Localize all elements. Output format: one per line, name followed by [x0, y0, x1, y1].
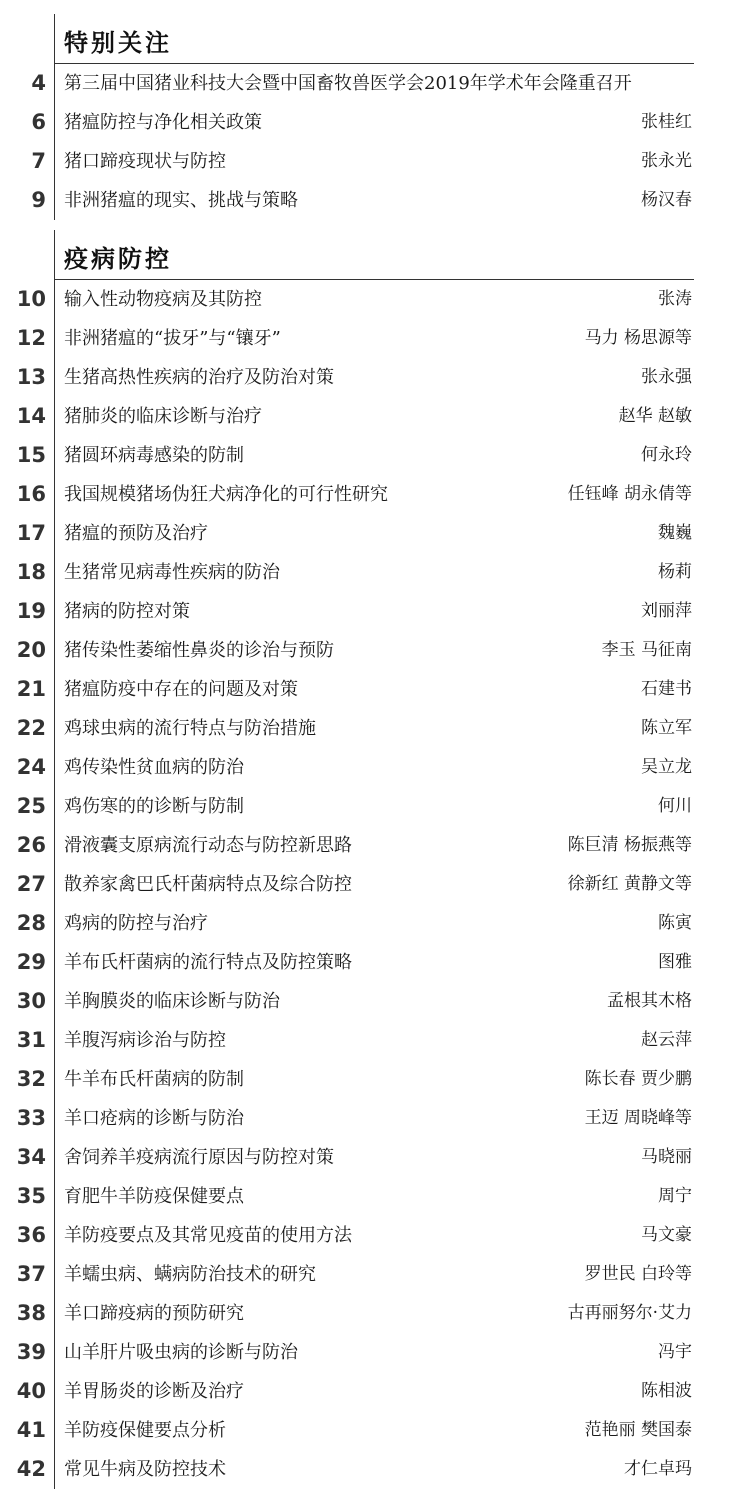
page-number: 14 [16, 404, 46, 428]
page-number: 37 [16, 1262, 46, 1286]
toc-entry[interactable] [0, 280, 732, 319]
article-title[interactable]: 羊胸膜炎的临床诊断与防治 [64, 991, 280, 1012]
article-author: 李玉 马征南 [601, 640, 692, 660]
page-number: 25 [16, 794, 46, 818]
toc-entry[interactable] [0, 592, 732, 631]
article-title[interactable]: 羊防疫保健要点分析 [64, 1420, 226, 1441]
article-title[interactable]: 非洲猪瘟的“拔牙”与“镶牙” [64, 328, 281, 349]
page-number: 13 [16, 365, 46, 389]
vertical-rule [54, 1372, 55, 1411]
toc-entry[interactable] [0, 1255, 732, 1294]
toc-entry[interactable] [0, 1216, 732, 1255]
article-title[interactable]: 鸡伤寒的的诊断与防制 [64, 796, 244, 817]
article-title[interactable]: 猪瘟防疫中存在的问题及对策 [64, 679, 298, 700]
toc-entry[interactable] [0, 943, 732, 982]
vertical-rule [54, 1333, 55, 1372]
article-title[interactable]: 鸡传染性贫血病的防治 [64, 757, 244, 778]
article-title[interactable]: 生猪常见病毒性疾病的防治 [64, 562, 280, 583]
article-author: 赵云萍 [641, 1030, 692, 1050]
toc-entry[interactable] [0, 1099, 732, 1138]
page-number: 26 [16, 833, 46, 857]
page-number: 15 [16, 443, 46, 467]
vertical-rule [54, 280, 55, 319]
vertical-rule [54, 943, 55, 982]
article-title[interactable]: 羊防疫要点及其常见疫苗的使用方法 [64, 1225, 352, 1246]
page-number: 42 [16, 1457, 46, 1481]
article-title[interactable]: 第三届中国猪业科技大会暨中国畜牧兽医学会2019年学术年会隆重召开 [64, 73, 632, 94]
section-title: 特别关注 [64, 29, 172, 57]
page-number: 31 [16, 1028, 46, 1052]
article-author: 陈相波 [641, 1381, 692, 1401]
page-number: 6 [31, 110, 46, 134]
article-author: 赵华 赵敏 [618, 406, 692, 426]
toc-entry[interactable] [0, 1138, 732, 1177]
article-title[interactable]: 输入性动物疫病及其防控 [64, 289, 262, 310]
article-title[interactable]: 常见牛病及防控技术 [64, 1459, 226, 1480]
section-header [0, 14, 732, 64]
vertical-rule [54, 1099, 55, 1138]
toc-entry[interactable] [0, 826, 732, 865]
page-number: 35 [16, 1184, 46, 1208]
toc-entry[interactable] [0, 103, 732, 142]
vertical-rule [54, 670, 55, 709]
article-author: 图雅 [658, 952, 692, 972]
page-number: 36 [16, 1223, 46, 1247]
article-title[interactable]: 我国规模猪场伪狂犬病净化的可行性研究 [64, 484, 388, 505]
toc-entry[interactable] [0, 475, 732, 514]
section-header [0, 230, 732, 280]
vertical-rule [54, 865, 55, 904]
article-author: 魏巍 [658, 523, 692, 543]
article-title[interactable]: 猪圆环病毒感染的防制 [64, 445, 244, 466]
vertical-rule [54, 1138, 55, 1177]
page-number: 9 [31, 188, 46, 212]
page-number: 41 [16, 1418, 46, 1442]
article-author: 何川 [658, 796, 692, 816]
article-author: 吴立龙 [641, 757, 692, 777]
page-number: 4 [31, 71, 46, 95]
page-number: 7 [31, 149, 46, 173]
page-number: 34 [16, 1145, 46, 1169]
page-number: 10 [16, 287, 46, 311]
vertical-rule [54, 358, 55, 397]
article-author: 陈寅 [658, 913, 692, 933]
article-author: 张永光 [641, 151, 692, 171]
page-number: 39 [16, 1340, 46, 1364]
article-author: 罗世民 白玲等 [584, 1264, 692, 1284]
article-author: 何永玲 [641, 445, 692, 465]
section-special-focus [0, 14, 732, 220]
vertical-rule [54, 904, 55, 943]
vertical-rule [54, 103, 55, 142]
page-number: 20 [16, 638, 46, 662]
article-title[interactable]: 羊胃肠炎的诊断及治疗 [64, 1381, 244, 1402]
article-author: 冯宇 [658, 1342, 692, 1362]
vertical-rule [54, 631, 55, 670]
page-number: 22 [16, 716, 46, 740]
page-number: 40 [16, 1379, 46, 1403]
toc-entry[interactable] [0, 181, 732, 220]
vertical-rule [54, 787, 55, 826]
article-title[interactable]: 生猪高热性疾病的治疗及防治对策 [64, 367, 334, 388]
page-number: 38 [16, 1301, 46, 1325]
article-title[interactable]: 鸡球虫病的流行特点与防治措施 [64, 718, 316, 739]
vertical-rule [54, 397, 55, 436]
article-author: 徐新红 黄静文等 [567, 874, 692, 894]
toc-entry[interactable] [0, 1060, 732, 1099]
article-author: 刘丽萍 [641, 601, 692, 621]
toc-entry[interactable] [0, 1372, 732, 1411]
article-author: 张桂红 [641, 112, 692, 132]
vertical-rule [54, 553, 55, 592]
entry-list [0, 64, 732, 220]
toc-entry[interactable] [0, 1333, 732, 1372]
article-title[interactable]: 猪病的防控对策 [64, 601, 190, 622]
toc-entry[interactable] [0, 748, 732, 787]
page-number: 16 [16, 482, 46, 506]
article-author: 陈巨清 杨振燕等 [567, 835, 692, 855]
article-author: 杨莉 [658, 562, 692, 582]
page-number: 17 [16, 521, 46, 545]
toc-entry[interactable] [0, 865, 732, 904]
vertical-rule [54, 826, 55, 865]
article-author: 马晓丽 [641, 1147, 692, 1167]
article-title[interactable]: 猪瘟防控与净化相关政策 [64, 112, 262, 133]
article-author: 古再丽努尔·艾力 [567, 1303, 692, 1323]
vertical-rule [54, 1294, 55, 1333]
toc-entry[interactable] [0, 1294, 732, 1333]
article-author: 才仁卓玛 [624, 1459, 692, 1479]
page-number: 32 [16, 1067, 46, 1091]
section-disease-control [0, 230, 732, 1489]
article-title[interactable]: 猪口蹄疫现状与防控 [64, 151, 226, 172]
article-author: 马力 杨思源等 [584, 328, 692, 348]
toc-entry[interactable] [0, 1411, 732, 1450]
article-title[interactable]: 猪传染性萎缩性鼻炎的诊治与预防 [64, 640, 334, 661]
toc-entry[interactable] [0, 1450, 732, 1489]
page-number: 29 [16, 950, 46, 974]
toc-entry[interactable] [0, 787, 732, 826]
page-number: 12 [16, 326, 46, 350]
toc-entry[interactable] [0, 319, 732, 358]
page-number: 27 [16, 872, 46, 896]
toc-entry[interactable] [0, 1177, 732, 1216]
article-title[interactable]: 鸡病的防控与治疗 [64, 913, 208, 934]
vertical-rule [54, 748, 55, 787]
page-number: 30 [16, 989, 46, 1013]
section-title: 疫病防控 [64, 245, 172, 273]
article-title[interactable]: 舍饲养羊疫病流行原因与防控对策 [64, 1147, 334, 1168]
page-number: 19 [16, 599, 46, 623]
toc-entry[interactable] [0, 436, 732, 475]
article-author: 范艳丽 樊国泰 [584, 1420, 692, 1440]
vertical-rule [54, 1021, 55, 1060]
vertical-rule [54, 1216, 55, 1255]
vertical-rule [54, 475, 55, 514]
vertical-rule [54, 64, 55, 103]
vertical-rule [54, 14, 55, 64]
vertical-rule [54, 319, 55, 358]
page-number: 28 [16, 911, 46, 935]
article-author: 杨汉春 [641, 190, 692, 210]
toc-entry[interactable] [0, 670, 732, 709]
vertical-rule [54, 1411, 55, 1450]
toc-entry[interactable] [0, 982, 732, 1021]
toc-entry[interactable] [0, 553, 732, 592]
article-title[interactable]: 羊蠕虫病、螨病防治技术的研究 [64, 1264, 316, 1285]
article-title[interactable]: 羊口疮病的诊断与防治 [64, 1108, 244, 1129]
article-title[interactable]: 牛羊布氏杆菌病的防制 [64, 1069, 244, 1090]
vertical-rule [54, 514, 55, 553]
article-title[interactable]: 羊腹泻病诊治与防控 [64, 1030, 226, 1051]
vertical-rule [54, 592, 55, 631]
vertical-rule [54, 1060, 55, 1099]
entry-list [0, 280, 732, 1489]
toc-entry[interactable] [0, 904, 732, 943]
toc-entry[interactable] [0, 709, 732, 748]
article-author: 任钰峰 胡永倩等 [567, 484, 692, 504]
toc-entry[interactable] [0, 64, 732, 103]
toc-entry[interactable] [0, 142, 732, 181]
vertical-rule [54, 709, 55, 748]
article-author: 张涛 [658, 289, 692, 309]
vertical-rule [54, 436, 55, 475]
vertical-rule [54, 181, 55, 220]
article-author: 张永强 [641, 367, 692, 387]
article-author: 石建书 [641, 679, 692, 699]
toc-entry[interactable] [0, 514, 732, 553]
page-number: 18 [16, 560, 46, 584]
vertical-rule [54, 1450, 55, 1489]
article-title[interactable]: 猪瘟的预防及治疗 [64, 523, 208, 544]
toc-entry[interactable] [0, 358, 732, 397]
article-title[interactable]: 非洲猪瘟的现实、挑战与策略 [64, 190, 298, 211]
article-title[interactable]: 散养家禽巴氏杆菌病特点及综合防控 [64, 874, 352, 895]
vertical-rule [54, 230, 55, 280]
article-author: 马文豪 [641, 1225, 692, 1245]
article-title[interactable]: 羊布氏杆菌病的流行特点及防控策略 [64, 952, 352, 973]
article-author: 孟根其木格 [607, 991, 692, 1011]
article-author: 王迈 周晓峰等 [584, 1108, 692, 1128]
vertical-rule [54, 1255, 55, 1294]
vertical-rule [54, 982, 55, 1021]
page-number: 33 [16, 1106, 46, 1130]
article-author: 陈立军 [641, 718, 692, 738]
article-title[interactable]: 滑液囊支原病流行动态与防控新思路 [64, 835, 352, 856]
article-title[interactable]: 猪肺炎的临床诊断与治疗 [64, 406, 262, 427]
page-number: 24 [16, 755, 46, 779]
article-title[interactable]: 山羊肝片吸虫病的诊断与防治 [64, 1342, 298, 1363]
page-number: 21 [16, 677, 46, 701]
toc-entry[interactable] [0, 397, 732, 436]
article-author: 陈长春 贾少鹏 [584, 1069, 692, 1089]
article-title[interactable]: 育肥牛羊防疫保健要点 [64, 1186, 244, 1207]
article-author: 周宁 [658, 1186, 692, 1206]
toc-entry[interactable] [0, 631, 732, 670]
vertical-rule [54, 1177, 55, 1216]
toc-entry[interactable] [0, 1021, 732, 1060]
article-title[interactable]: 羊口蹄疫病的预防研究 [64, 1303, 244, 1324]
vertical-rule [54, 142, 55, 181]
